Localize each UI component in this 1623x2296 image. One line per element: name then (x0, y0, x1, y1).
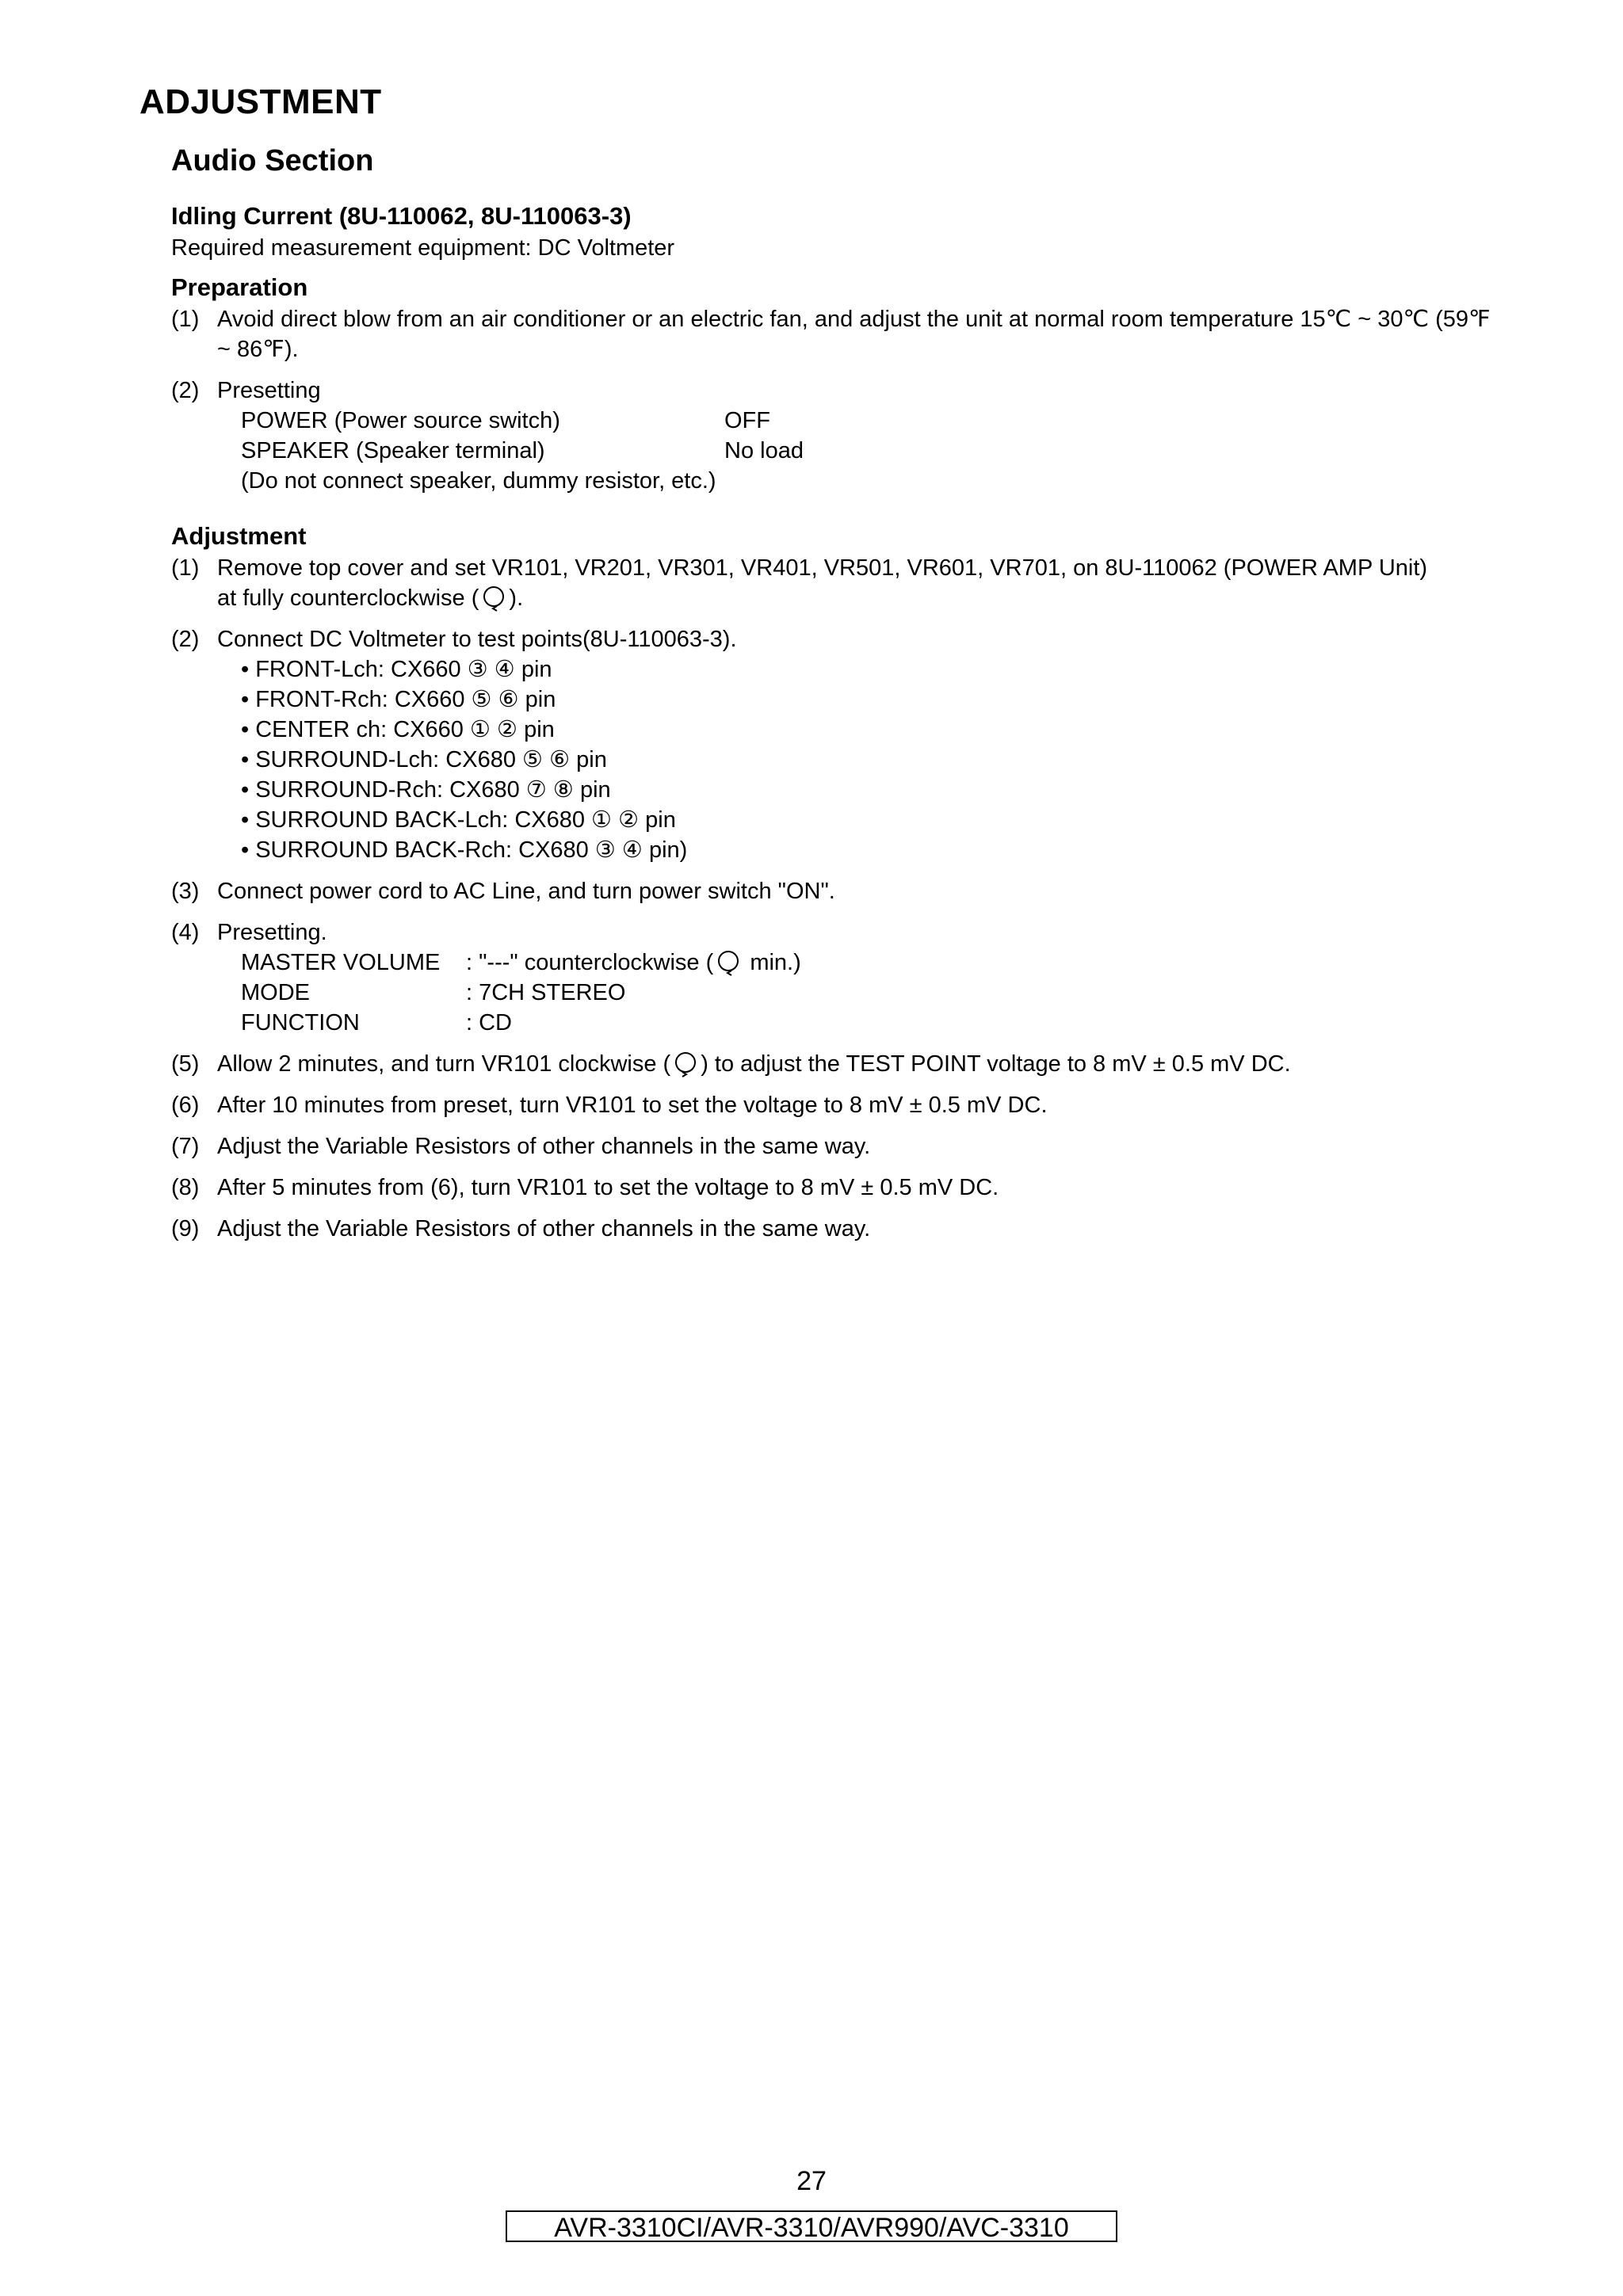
item-number: (1) (171, 307, 200, 332)
test-point: • SURROUND BACK-Rch: CX680 ③ ④ pin) (241, 837, 688, 863)
test-point: • FRONT-Rch: CX660 ⑤ ⑥ pin (241, 687, 556, 712)
preset-value: OFF (724, 408, 770, 433)
test-point: • CENTER ch: CX660 ① ② pin (241, 717, 555, 742)
item-text: Avoid direct blow from an air conditioner or an electric fan, and adjust the unit at normal room temperature 15℃ ~ 30℃ (59℉ ~ 86℉). (217, 307, 1491, 362)
item-text: Remove top cover and set VR101, VR201, VR301, VR401, VR501, VR601, VR701, on 8U-110062 (POWER AMP Unit) (217, 555, 1428, 581)
preset-key: POWER (Power source switch) (241, 408, 560, 433)
section-heading: Audio Section (171, 144, 374, 177)
preset-key: FUNCTION (241, 1010, 360, 1035)
test-point: • SURROUND BACK-Lch: CX680 ① ② pin (241, 807, 676, 833)
item-text: Adjust the Variable Resistors of other channels in the same way. (217, 1134, 871, 1159)
item-text: Adjust the Variable Resistors of other channels in the same way. (217, 1216, 871, 1241)
counterclockwise-knob-icon (715, 949, 742, 976)
preset-key: SPEAKER (Speaker terminal) (241, 438, 545, 463)
adjustment-heading: Adjustment (171, 522, 307, 550)
preset-value: : "---" counterclockwise ( (466, 950, 714, 975)
adj-item-9 (171, 1214, 1503, 1244)
item-number: (7) (171, 1134, 200, 1159)
adj-item-2 (171, 624, 1503, 865)
item-number: (8) (171, 1175, 200, 1200)
item-text: After 5 minutes from (6), turn VR101 to set the voltage to 8 mV ± 0.5 mV DC. (217, 1175, 999, 1200)
adj-item-3 (171, 876, 1503, 906)
model-number-box: AVR-3310CI/AVR-3310/AVR990/AVC-3310 (506, 2210, 1117, 2242)
preset-value: : 7CH STEREO (466, 980, 626, 1005)
item-number: (6) (171, 1093, 200, 1118)
item-text: ) to adjust the TEST POINT voltage to 8 mV ± 0.5 mV DC. (701, 1051, 1291, 1077)
test-point: • SURROUND-Lch: CX680 ⑤ ⑥ pin (241, 747, 607, 772)
content (171, 136, 1503, 1244)
adj-item-6 (171, 1090, 1503, 1120)
preset-value: min.) (743, 950, 801, 975)
preset-row (217, 406, 1503, 436)
preset-row (217, 1008, 1503, 1038)
preset-value: No load (724, 438, 804, 463)
preparation-heading: Preparation (171, 273, 308, 301)
preset-row (217, 948, 1503, 978)
adj-item-5 (171, 1049, 1503, 1079)
test-point: • FRONT-Lch: CX660 ③ ④ pin (241, 657, 552, 682)
preset-key: MASTER VOLUME (241, 950, 441, 975)
page-title: ADJUSTMENT (139, 82, 382, 121)
preset-value: : CD (466, 1010, 512, 1035)
item-text: Presetting. (217, 920, 327, 945)
item-text: at fully counterclockwise ( (217, 585, 479, 611)
clockwise-knob-icon (672, 1051, 699, 1077)
preset-row (217, 978, 1503, 1008)
test-point: • SURROUND-Rch: CX680 ⑦ ⑧ pin (241, 777, 611, 803)
prep-item-1 (171, 304, 1503, 364)
item-number: (2) (171, 627, 200, 652)
item-number: (2) (171, 378, 200, 403)
adj-item-4 (171, 917, 1503, 1038)
adj-item-8 (171, 1173, 1503, 1203)
item-text: Connect power cord to AC Line, and turn power switch "ON". (217, 879, 835, 904)
page-number: 27 (796, 2166, 827, 2196)
item-text: Connect DC Voltmeter to test points(8U-110063-3). (217, 627, 737, 652)
equipment-note: Required measurement equipment: DC Voltmeter (171, 235, 675, 261)
item-number: (9) (171, 1216, 200, 1241)
item-number: (1) (171, 555, 200, 581)
item-number: (3) (171, 879, 200, 904)
preset-note: (Do not connect speaker, dummy resistor, etc.) (241, 468, 716, 494)
counterclockwise-knob-icon (480, 585, 507, 612)
item-text: After 10 minutes from preset, turn VR101 to set the voltage to 8 mV ± 0.5 mV DC. (217, 1093, 1048, 1118)
item-number: (4) (171, 920, 200, 945)
item-text: Allow 2 minutes, and turn VR101 clockwise ( (217, 1051, 671, 1077)
prep-item-2 (171, 376, 1503, 496)
adj-item-1 (171, 553, 1503, 613)
item-number: (5) (171, 1051, 200, 1077)
adj-item-7 (171, 1131, 1503, 1161)
item-text: ). (509, 585, 524, 611)
preset-key: MODE (241, 980, 310, 1005)
subsection-heading: Idling Current (8U-110062, 8U-110063-3) (171, 202, 632, 230)
item-text: Presetting (217, 378, 321, 403)
preset-row (217, 436, 1503, 466)
